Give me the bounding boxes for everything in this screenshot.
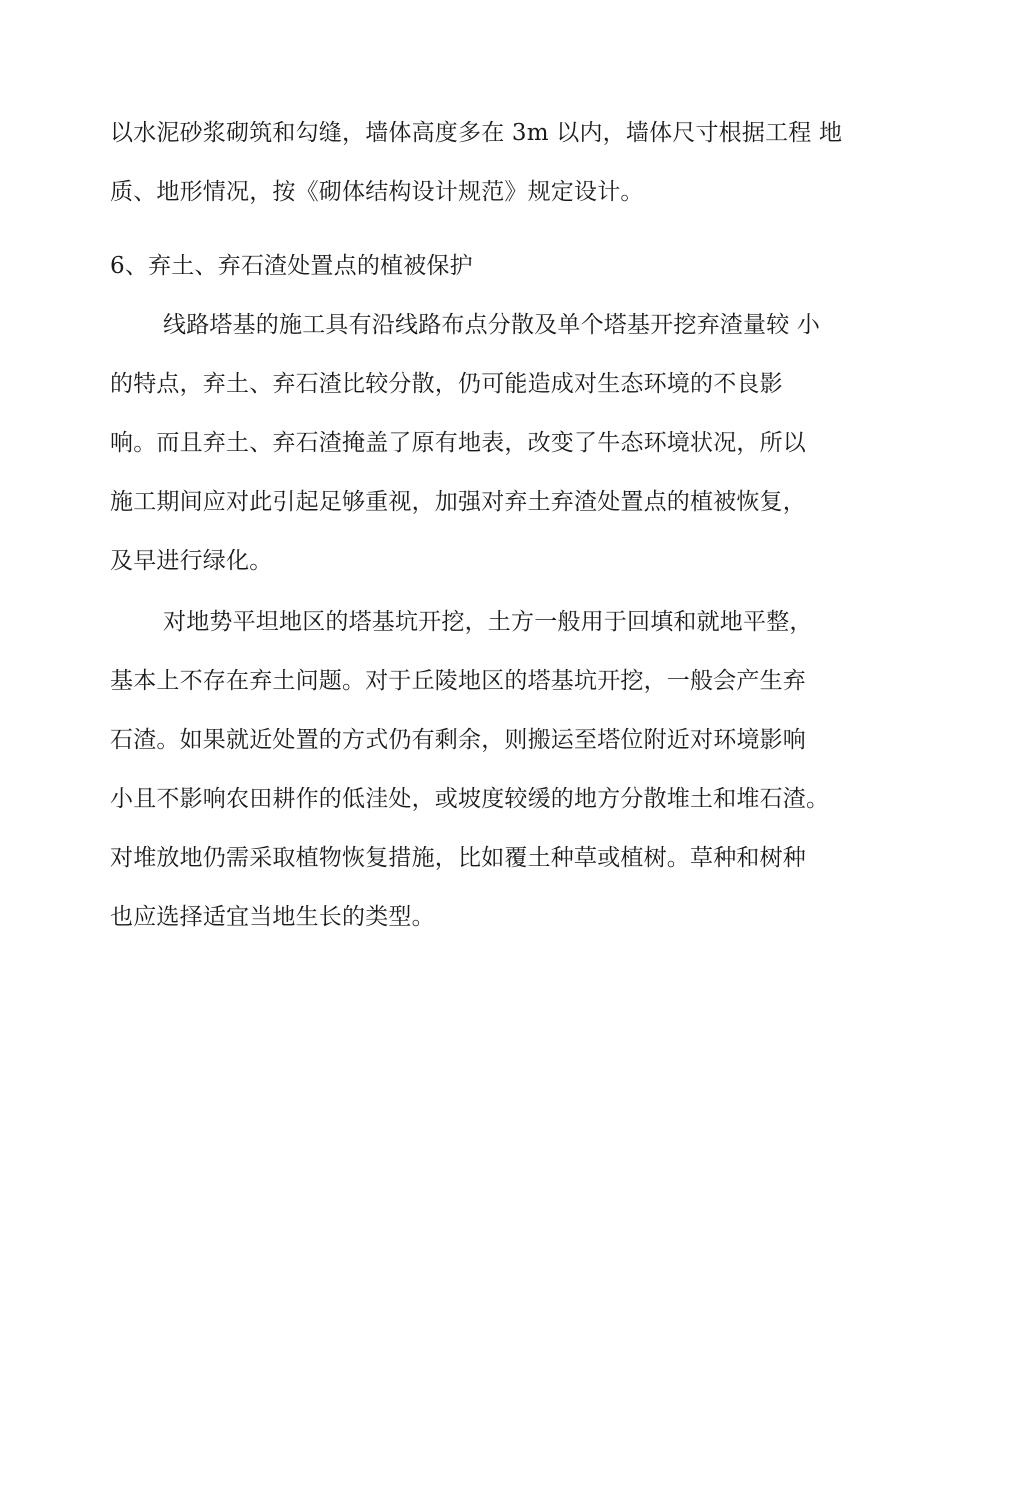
text-line: 石渣。如果就近处置的方式仍有剩余，则搬运至塔位附近对环境影响: [110, 727, 806, 753]
text-line: 线路塔基的施工具有沿线路布点分散及单个塔基开挖弃渣量较 小: [163, 312, 821, 338]
text-line: 对堆放地仍需采取植物恢复措施，比如覆土种草或植树。草种和树种: [110, 845, 806, 871]
text-line: 对地势平坦地区的塔基坑开挖，土方一般用于回填和就地平整，: [163, 609, 813, 635]
text-line: 的特点，弃土、弃石渣比较分散，仍可能造成对生态环境的不良影: [110, 371, 783, 397]
text-line: 质、地形情况，按《砌体结构设计规范》规定设计。: [110, 179, 644, 205]
section-heading: 6、弃土、弃石渣处置点的植被保护: [110, 253, 473, 279]
text-line: 及早进行绿化。: [110, 548, 273, 574]
text-line: 以水泥砂浆砌筑和勾缝，墙体高度多在 3m 以内，墙体尺寸根据工程 地: [110, 120, 843, 146]
text-line: 小且不影响农田耕作的低洼处，或坡度较缓的地方分散堆土和堆石渣。: [110, 786, 830, 812]
text-line: 也应选择适宜当地生长的类型。: [110, 904, 435, 930]
text-line: 施工期间应对此引起足够重视，加强对弃土弃渣处置点的植被恢复，: [110, 489, 806, 515]
text-line: 响。而且弃土、弃石渣掩盖了原有地表，改变了牛态环境状况，所以: [110, 430, 806, 456]
text-line: 基本上不存在弃土问题。对于丘陵地区的塔基坑开挖，一般会产生弃: [110, 668, 806, 694]
